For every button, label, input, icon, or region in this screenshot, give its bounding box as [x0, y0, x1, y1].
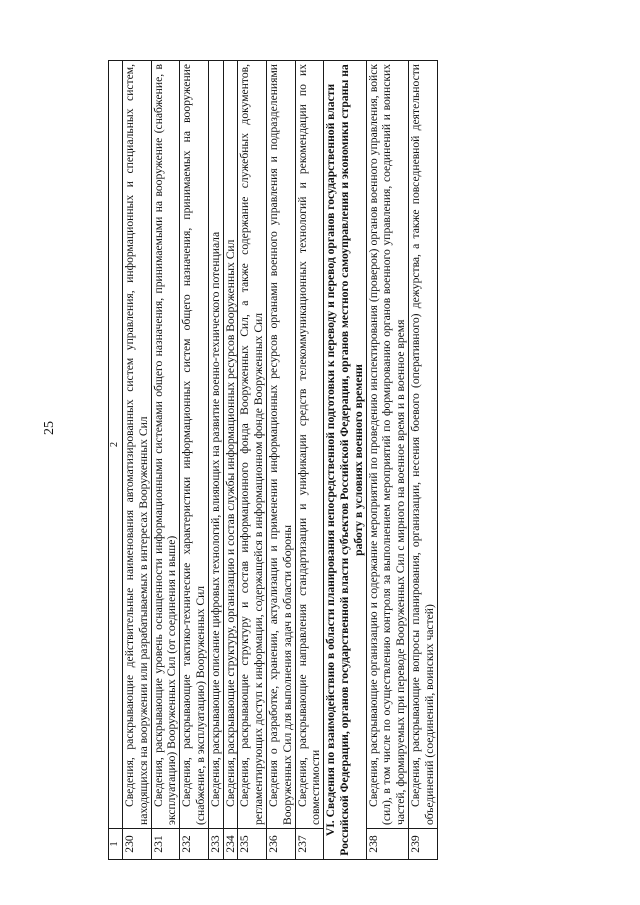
row-text: Сведения, раскрывающие действительные наименования автоматизированных систем управления, информационных и специальных систем, находящихся на вооружении или разрабатываемых в интересах Вооруженных Сил — [123, 61, 152, 829]
table-row — [208, 61, 223, 860]
row-text: Сведения о разработке, хранении, актуализации и применении информационных ресурсов органами военного управления и подразделениями Вооруженных Сил для выполнения задач в области обороны — [266, 61, 295, 829]
row-number: 238 — [366, 829, 408, 860]
table-row — [266, 61, 295, 860]
row-text: Сведения, раскрывающие структуру и состав информационного фонда Вооруженных Сил, а также содержание служебных документов, регламентирующих доступ к информации, содержащейся в информационном фонде Вооруженных Сил — [238, 61, 267, 829]
row-text: Сведения, раскрывающие структуру, организацию и состав службы информационных ресурсов Вооруженных Сил — [223, 61, 238, 829]
row-number: 231 — [151, 829, 180, 860]
row-text: Сведения, раскрывающие описание цифровых технологий, влияющих на развитие военно-технического потенциала — [208, 61, 223, 829]
row-text: Сведения, раскрывающие уровень оснащенности информационными системами общего назначения, принимаемыми на вооружение (снабжение, в эксплуатацию) Вооруженных Сил (от соединения и выше) — [151, 61, 180, 829]
table-row — [408, 61, 437, 860]
row-number: 239 — [408, 829, 437, 860]
table-row — [223, 61, 238, 860]
document-body — [108, 60, 592, 860]
header-col-2: 2 — [109, 61, 123, 829]
row-number: 237 — [295, 829, 324, 860]
secrets-list-table — [108, 60, 438, 860]
row-text: Сведения, раскрывающие направления стандартизации и унификации средств телекоммуникационных технологий и рекомендации по их совместимости — [295, 61, 324, 829]
section-heading: VI. Сведения по взаимодействию в области планирования непосредственной подготовки к переводу и перевод органов государственной власти Российской Федерации, органов государственной власти субъектов Российской Федерации, органов местного самоуправления и экономики страны на работу в условиях военного времени — [324, 61, 366, 860]
table-row — [151, 61, 180, 860]
table-row — [295, 61, 324, 860]
section-heading-row — [324, 61, 366, 860]
row-number: 236 — [266, 829, 295, 860]
rotated-page — [108, 60, 592, 860]
row-text: Сведения, раскрывающие вопросы планирования, организации, несения боевого (оперативного) дежурства, а также повседневной деятельности объединений (соединений, воинских частей) — [408, 61, 437, 829]
row-number: 235 — [238, 829, 267, 860]
row-text: Сведения, раскрывающие организацию и содержание мероприятий по проведению инспектирования (проверок) органов военного управления, войск (сил), в том числе по осуществлению контроля за выполнением мероприятий по формированию органов военного управления, соединений и воинских частей, формируемых при переводе Вооруженных Сил с мирного на военное время и в военное время — [366, 61, 408, 829]
row-number: 234 — [223, 829, 238, 860]
table-row — [180, 61, 209, 860]
page-number: 25 — [42, 421, 57, 435]
row-number: 233 — [208, 829, 223, 860]
table-row — [238, 61, 267, 860]
table-row — [366, 61, 408, 860]
row-number: 232 — [180, 829, 209, 860]
table-row — [123, 61, 152, 860]
row-number: 230 — [123, 829, 152, 860]
header-col-1: 1 — [109, 829, 123, 860]
row-text: Сведения, раскрывающие тактико-технические характеристики информационных систем общего назначения, принимаемых на вооружение (снабжение, в эксплуатацию) Вооруженных Сил — [180, 61, 209, 829]
table-header-row — [109, 61, 123, 860]
